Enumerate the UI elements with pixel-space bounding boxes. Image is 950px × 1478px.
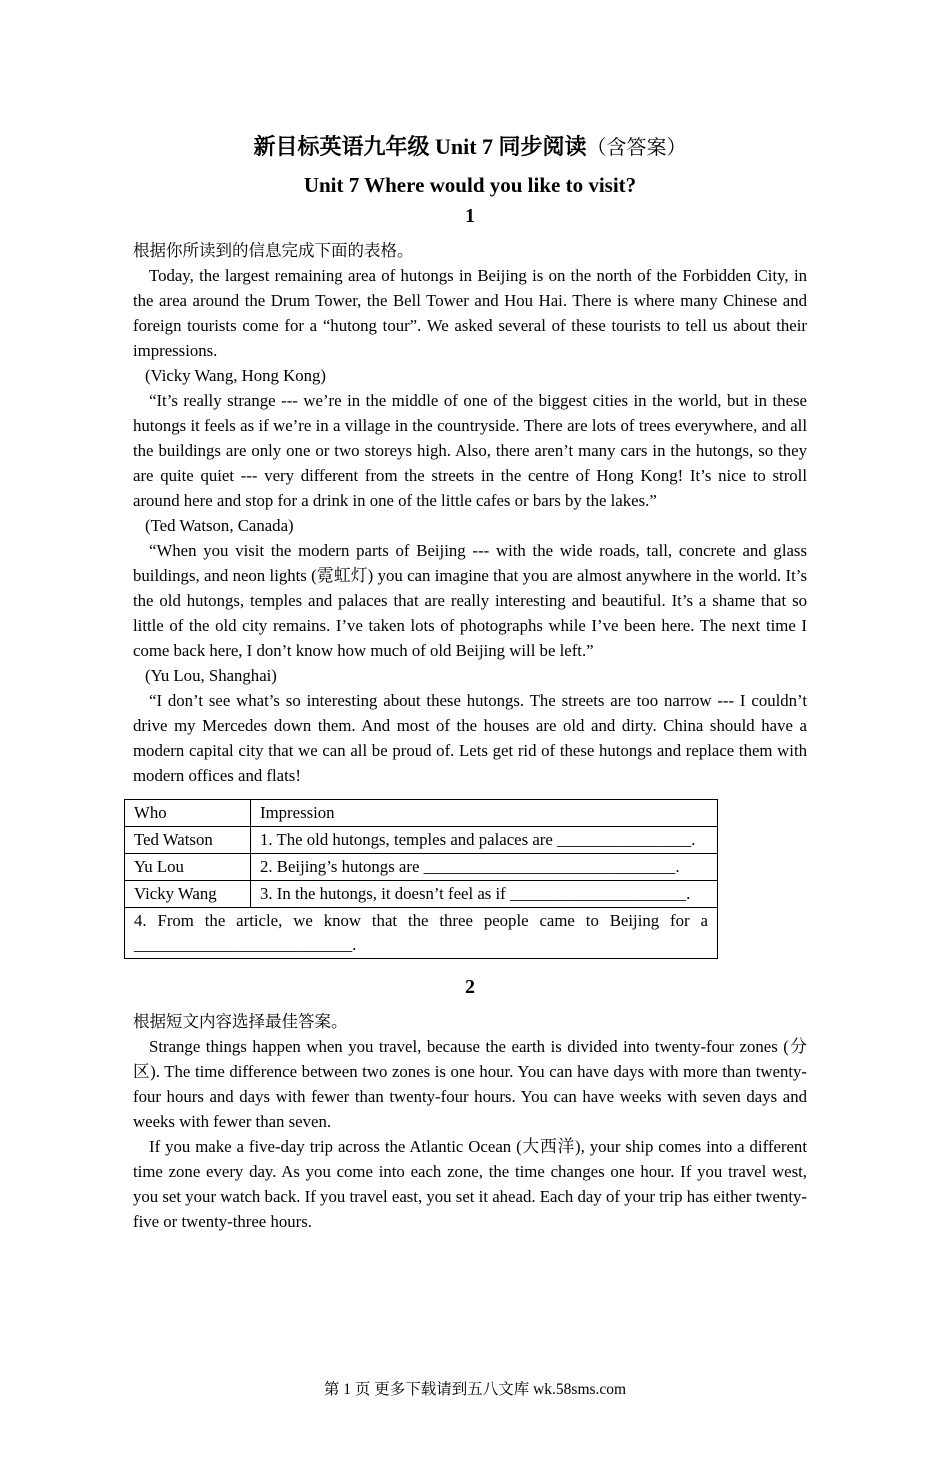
table-cell-who-ted-watson: Ted Watson [125, 827, 251, 854]
table-row [125, 827, 718, 854]
quote-paragraph-vicky-wang: “It’s really strange --- we’re in the middle of one of the biggest cities in the world, but in these hutongs it feels as if we’re in a village in the countryside. There are lots of trees everywhere, and all the buildings are only one or two storeys high. Also, there aren’t many cars in the hutongs, so they are quite quiet --- very different from the streets in the centre of Hong Kong! It’s nice to stroll around here and stop for a drink in one of the little cafes or bars by the lakes.” [133, 391, 807, 510]
table-cell-who-vicky-wang: Vicky Wang [125, 881, 251, 908]
quote-paragraph-yu-lou: “I don’t see what’s so interesting about these hutongs. The streets are too narrow --- I couldn’t drive my Mercedes down them. And most of the houses are old and dirty. China should have a modern capital city that we can all be proud of. Lets get rid of these hutongs and replace them with modern offices and flats! [133, 691, 807, 785]
page-footer: 第 1 页 更多下载请到五八文库 wk.58sms.com [323, 1381, 627, 1398]
table-cell-who-yu-lou: Yu Lou [125, 854, 251, 881]
document-title-suffix: （含答案） [586, 137, 687, 159]
table-row [125, 881, 718, 908]
table-cell-impression-2: 2. Beijing’s hutongs are ______________________________. [251, 854, 718, 881]
table-header-row [125, 800, 718, 827]
section-1-instruction: 根据你所读到的信息完成下面的表格。 [133, 241, 414, 260]
section-2-paragraph-2: If you make a five-day trip across the Atlantic Ocean (大西洋), your ship comes into a different time zone every day. As you come into each zone, the time changes one hour. If you travel west, you set your watch back. If you travel east, you set it ahead. Each day of your trip has either twenty-five or twenty-three hours. [133, 1137, 807, 1231]
table-header-who: Who [125, 800, 251, 827]
speaker-line-yu-lou: (Yu Lou, Shanghai) [145, 666, 277, 685]
section-1-number: 1 [465, 205, 475, 227]
document-title [133, 134, 807, 161]
table-row [125, 854, 718, 881]
section-2-paragraph-1: Strange things happen when you travel, because the earth is divided into twenty-four zones (分区). The time difference between two zones is one hour. You can have days with more than twenty-four hours and days with fewer than twenty-four hours. You can have weeks with seven days and weeks with fewer than seven. [133, 1037, 807, 1131]
speaker-line-ted-watson: (Ted Watson, Canada) [145, 516, 294, 535]
table-cell-impression-1: 1. The old hutongs, temples and palaces are ________________. [251, 827, 718, 854]
quote-paragraph-ted-watson: “When you visit the modern parts of Beijing --- with the wide roads, tall, concrete and glass buildings, and neon lights (霓虹灯) you can imagine that you are almost anywhere in the world. It’s the old hutongs, temples and palaces that are really interesting and beautiful. It’s a shame that so little of the old city remains. I’ve taken lots of photographs while I’ve been here. The next time I come back here, I don’t know how much of old Beijing will be left.” [133, 541, 807, 660]
section-2-number: 2 [465, 976, 475, 998]
document-title-main: 新目标英语九年级 Unit 7 同步阅读 [253, 134, 587, 159]
worksheet-page [0, 134, 950, 1234]
table-merged-row [125, 908, 718, 959]
table-cell-impression-3: 3. In the hutongs, it doesn’t feel as if _____________________. [251, 881, 718, 908]
table-cell-question-4: 4. From the article, we know that the three people came to Beijing for a __________________________. [125, 908, 718, 959]
unit-subtitle: Unit 7 Where would you like to visit? [303, 173, 637, 197]
speaker-line-vicky-wang: (Vicky Wang, Hong Kong) [145, 366, 326, 385]
impression-table [124, 799, 718, 959]
table-header-impression: Impression [251, 800, 718, 827]
section-2-instruction: 根据短文内容选择最佳答案。 [133, 1012, 348, 1031]
intro-paragraph: Today, the largest remaining area of hutongs in Beijing is on the north of the Forbidden City, in the area around the Drum Tower, the Bell Tower and Hou Hai. There is where many Chinese and foreign tourists come for a “hutong tour”. We asked several of these tourists to tell us about their impressions. [133, 266, 807, 360]
